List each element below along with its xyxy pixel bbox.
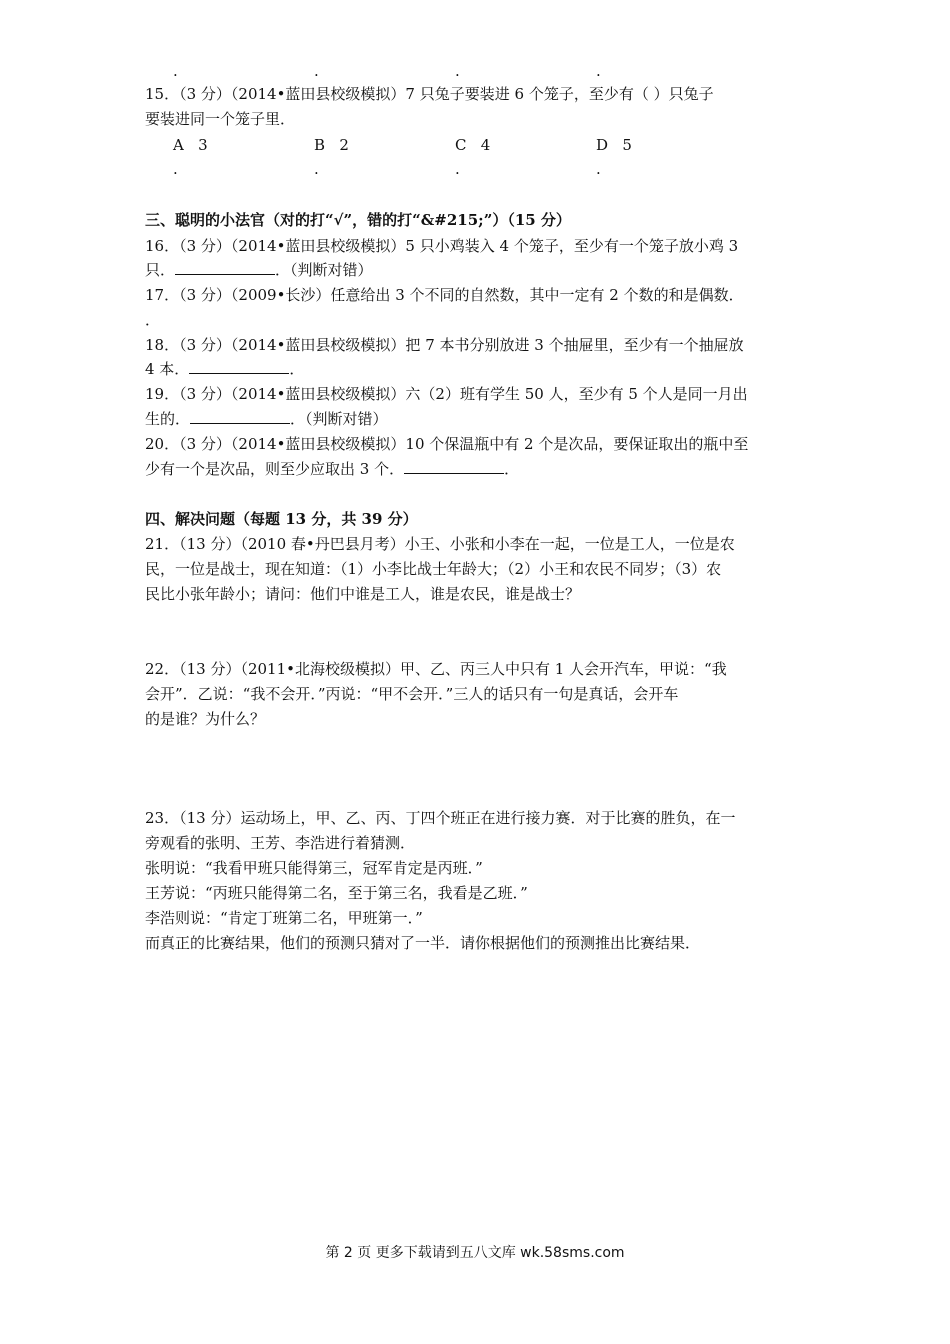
q15-line-1: 15．（3 分）（2014•蓝田县校级模拟）7 只兔子要装进 6 个笼子，至少有（ ）只兔子 bbox=[145, 85, 714, 103]
option-dot: . bbox=[455, 160, 460, 178]
q21-line-3: 民比小张年龄小；请问：他们中谁是工人，谁是农民，谁是战士？ bbox=[145, 585, 581, 603]
q21-line-1: 21．（13 分）（2010 春•丹巴县月考）小王、小张和小李在一起，一位是工人，一位是农 bbox=[145, 535, 735, 553]
option-dot: . bbox=[455, 62, 460, 80]
q23-line-2: 旁观看的张明、王芳、李浩进行着猜测． bbox=[145, 834, 416, 852]
q20-line-1: 20．（3 分）（2014•蓝田县校级模拟）10 个保温瓶中有 2 个是次品，要保证取出的瓶中至 bbox=[145, 435, 749, 453]
q23-line-5: 李浩则说：“肯定丁班第二名，甲班第一．” bbox=[145, 909, 423, 927]
q23-line-3: 张明说：“我看甲班只能得第三，冠军肯定是丙班．” bbox=[145, 859, 483, 877]
q23-line-4: 王芳说：“丙班只能得第二名，至于第三名，我看是乙班．” bbox=[145, 884, 528, 902]
q23-line-6: 而真正的比赛结果，他们的预测只猜对了一半．请你根据他们的预测推出比赛结果． bbox=[145, 934, 701, 952]
option-dot: . bbox=[173, 160, 178, 178]
option-dot: . bbox=[314, 160, 319, 178]
q16-line-1: 16．（3 分）（2014•蓝田县校级模拟）5 只小鸡装入 4 个笼子，至少有一个笼子放小鸡 3 bbox=[145, 237, 739, 255]
q15-option-dots bbox=[0, 158, 950, 180]
option-d[interactable]: D 5 bbox=[596, 136, 632, 154]
q22-line-1: 22．（13 分）（2011•北海校级模拟）甲、乙、丙三人中只有 1 人会开汽车，甲说：“我 bbox=[145, 660, 727, 678]
q18-line-1: 18．（3 分）（2014•蓝田县校级模拟）把 7 本书分别放进 3 个抽屉里，至少有一个抽屉放 bbox=[145, 336, 744, 354]
section-4-heading: 四、解决问题（每题 13 分，共 39 分） bbox=[145, 510, 418, 528]
q22-line-2: 会开”．乙说：“我不会开．”丙说：“甲不会开．”三人的话只有一句是真话，会开车 bbox=[145, 685, 679, 703]
q16-line-2: 只． ．（判断对错） bbox=[145, 261, 373, 279]
option-a[interactable]: A 3 bbox=[173, 136, 208, 154]
option-c[interactable]: C 4 bbox=[455, 136, 491, 154]
q19-line-1: 19．（3 分）（2014•蓝田县校级模拟）六（2）班有学生 50 人，至少有 5 个人是同一月出 bbox=[145, 385, 748, 403]
q15-line-2: 要装进同一个笼子里． bbox=[145, 110, 296, 128]
answer-blank[interactable] bbox=[190, 408, 290, 424]
q21-line-2: 民，一位是战士，现在知道：（1）小李比战士年龄大；（2）小王和农民不同岁；（3）农 bbox=[145, 560, 722, 578]
q18-line-2: 4 本． ． bbox=[145, 360, 305, 378]
q17-line-2: ． bbox=[145, 311, 161, 329]
top-option-dots bbox=[0, 60, 950, 82]
page-footer: 第 2 页 更多下载请到五八文库 wk.58sms.com bbox=[325, 1245, 625, 1261]
q23-line-1: 23．（13 分）运动场上，甲、乙、丙、丁四个班正在进行接力赛．对于比赛的胜负，在一 bbox=[145, 809, 736, 827]
answer-blank[interactable] bbox=[404, 458, 504, 474]
section-3-heading: 三、聪明的小法官（对的打“√”，错的打“&#215;”）（15 分） bbox=[145, 211, 571, 229]
q22-line-3: 的是谁？为什么？ bbox=[145, 710, 266, 728]
option-dot: . bbox=[173, 62, 178, 80]
option-dot: . bbox=[314, 62, 319, 80]
option-dot: . bbox=[596, 160, 601, 178]
option-b[interactable]: B 2 bbox=[314, 136, 349, 154]
q19-line-2: 生的． ．（判断对错） bbox=[145, 410, 388, 428]
answer-blank[interactable] bbox=[175, 259, 275, 275]
option-dot: . bbox=[596, 62, 601, 80]
q15-options bbox=[0, 134, 950, 156]
q20-line-2: 少有一个是次品，则至少应取出 3 个． ． bbox=[145, 460, 520, 478]
q17-line-1: 17．（3 分）（2009•长沙）任意给出 3 个不同的自然数，其中一定有 2 个数的和是偶数． bbox=[145, 286, 744, 304]
answer-blank[interactable] bbox=[189, 358, 289, 374]
